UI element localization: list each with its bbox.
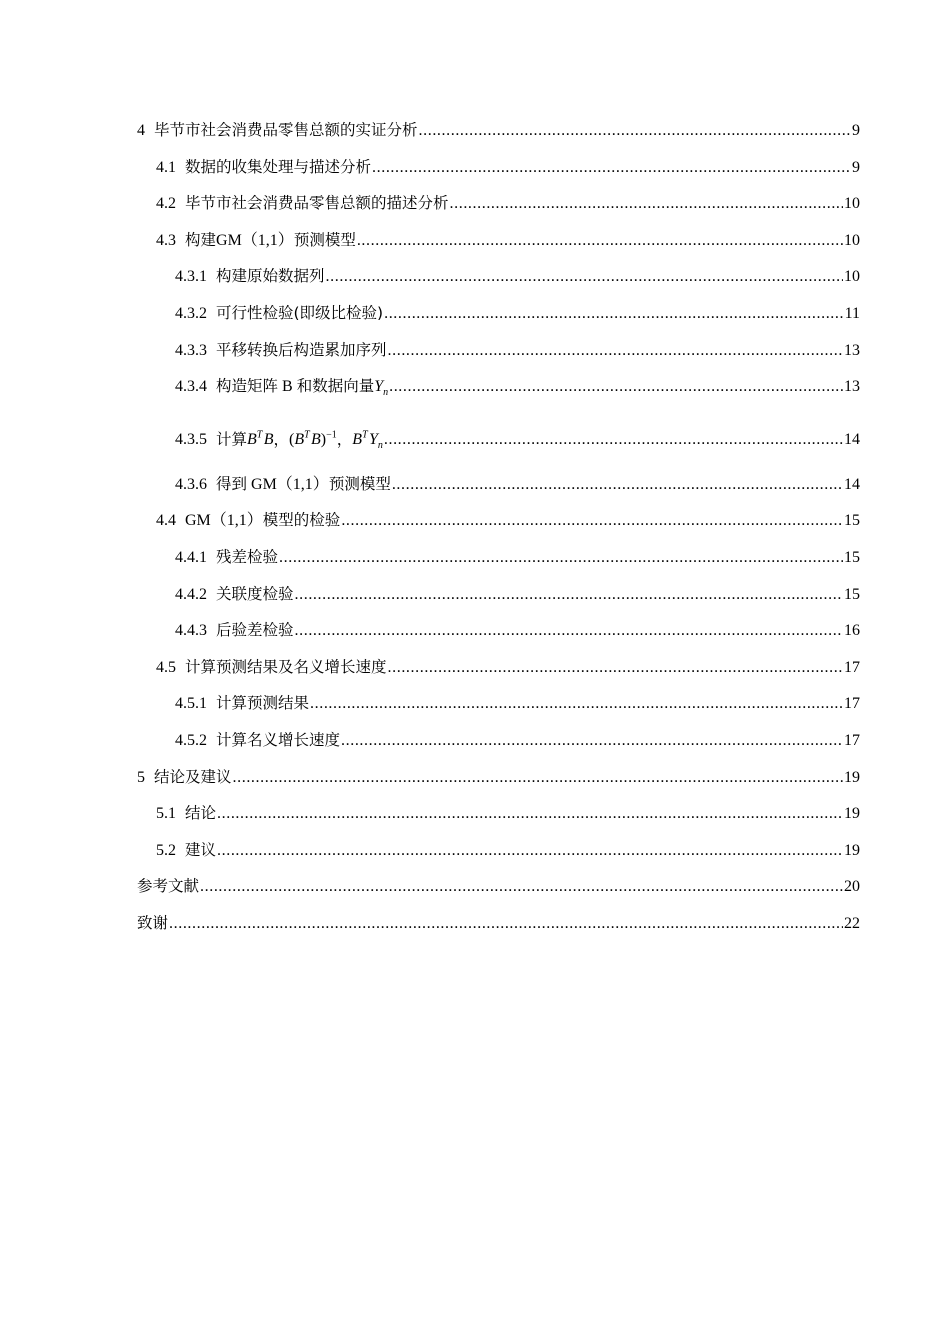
dot-leader xyxy=(341,723,843,760)
toc-title-model: GM（1,1） xyxy=(247,475,329,493)
toc-entry-4-3-1[interactable] xyxy=(137,258,860,295)
toc-page-number: 14 xyxy=(844,475,860,493)
dot-leader xyxy=(341,503,843,540)
toc-page-number: 19 xyxy=(844,805,860,823)
toc-title: 计算预测结果及名义增长速度 xyxy=(185,657,387,676)
toc-page-number: 15 xyxy=(844,585,860,603)
toc-page-number: 10 xyxy=(844,195,860,213)
toc-entry-5[interactable] xyxy=(137,759,860,796)
toc-page-number: 9 xyxy=(852,122,860,139)
toc-page-number: 15 xyxy=(844,512,860,530)
math-btb: $B^T$ B xyxy=(247,429,274,449)
dot-leader xyxy=(295,613,843,650)
toc-title: 参考文献 xyxy=(137,877,200,896)
toc-number: 4.4.1 xyxy=(175,548,207,566)
dot-leader xyxy=(384,296,843,333)
toc-page-number: 11 xyxy=(844,304,860,322)
toc-number: 4.1 xyxy=(156,158,176,176)
toc-number: 4 xyxy=(137,122,145,139)
toc-entry-4-2[interactable] xyxy=(137,185,860,222)
dot-leader xyxy=(450,186,843,223)
toc-entry-4-5-1[interactable] xyxy=(137,685,860,722)
toc-title: 建议 xyxy=(185,840,217,859)
toc-page-number: 17 xyxy=(844,731,860,749)
toc-title: 计算预测结果 xyxy=(216,694,310,713)
toc-page-number: 20 xyxy=(844,878,860,896)
toc-title xyxy=(185,222,356,260)
toc-number: 4.5.1 xyxy=(175,695,207,713)
toc-entry-4-4-1[interactable] xyxy=(137,539,860,576)
toc-entry-4[interactable] xyxy=(137,112,860,149)
toc-title: 构建原始数据列 xyxy=(216,267,325,286)
toc-title: 结论 xyxy=(185,804,217,823)
toc-entry-4-4[interactable] xyxy=(137,502,860,539)
toc-title: 关联度检验 xyxy=(216,584,294,603)
math-separator: ， xyxy=(273,430,289,449)
toc-title-suffix: 和数据向量 xyxy=(296,377,375,396)
toc-page-number: 19 xyxy=(844,841,860,859)
toc-page-number: 22 xyxy=(844,914,860,932)
toc-number: 4.4 xyxy=(156,512,176,530)
toc-entry-4-3[interactable] xyxy=(137,222,860,259)
toc-title: 毕节市社会消费品零售总额的描述分析 xyxy=(185,194,449,213)
dot-leader xyxy=(217,833,843,870)
dot-leader xyxy=(169,906,843,943)
toc-title: 毕节市社会消费品零售总额的实证分析 xyxy=(154,121,418,139)
toc-title xyxy=(216,466,391,504)
toc-page-number: 17 xyxy=(844,658,860,676)
toc-entry-4-3-3[interactable] xyxy=(137,332,860,369)
toc-number: 4.3.1 xyxy=(175,268,207,286)
toc-entry-4-5[interactable] xyxy=(137,649,860,686)
math-subscript: n xyxy=(383,387,389,399)
toc-entry-5-2[interactable] xyxy=(137,832,860,869)
toc-title: 数据的收集处理与描述分析 xyxy=(185,157,372,176)
toc-title-suffix: 预测模型 xyxy=(293,230,356,249)
dot-leader xyxy=(419,113,851,150)
toc-number: 5 xyxy=(137,768,145,786)
toc-number: 4.5.2 xyxy=(175,731,207,749)
toc-title: 残差检验 xyxy=(216,547,279,566)
toc-title: 后验差检验 xyxy=(216,621,294,640)
toc-title-suffix: 模型的检验 xyxy=(262,511,341,530)
toc-number: 4.4.2 xyxy=(175,585,207,603)
toc-entry-4-3-5[interactable] xyxy=(137,405,860,466)
toc-number: 4.5 xyxy=(156,658,176,676)
toc-page-number: 13 xyxy=(844,378,860,396)
dot-leader xyxy=(357,223,843,260)
toc-entry-4-3-2[interactable] xyxy=(137,295,860,332)
toc-number: 4.3.2 xyxy=(175,304,207,322)
toc-number: 4.3.4 xyxy=(175,378,207,396)
toc-number: 4.3.5 xyxy=(175,431,207,449)
toc-entry-4-5-2[interactable] xyxy=(137,722,860,759)
toc-title-model: GM（1,1） xyxy=(185,512,263,530)
toc-title-prefix: 得到 xyxy=(216,474,248,493)
dot-leader xyxy=(384,409,843,470)
toc-number: 4.3.3 xyxy=(175,341,207,359)
toc-number: 4.4.3 xyxy=(175,622,207,640)
dot-leader xyxy=(217,796,843,833)
dot-leader xyxy=(326,259,843,296)
toc-title-model: GM（1,1） xyxy=(216,231,294,249)
dot-leader xyxy=(388,650,843,687)
toc-page-number: 16 xyxy=(844,622,860,640)
toc-title: 致谢 xyxy=(137,913,169,932)
toc-number: 5.2 xyxy=(156,841,176,859)
toc-entry-4-3-6[interactable] xyxy=(137,466,860,503)
toc-title-matrix: B xyxy=(278,378,297,396)
math-var: Y xyxy=(374,378,384,396)
toc-entry-4-4-3[interactable] xyxy=(137,612,860,649)
toc-entry-4-3-4[interactable] xyxy=(137,368,860,405)
dot-leader xyxy=(295,577,843,614)
toc-title: 可行性检验(即级比检验) xyxy=(216,303,384,322)
toc-entry-references[interactable] xyxy=(137,868,860,905)
toc-page-number: 19 xyxy=(844,768,860,786)
toc-entry-acknowledgements[interactable] xyxy=(137,905,860,942)
toc-page-number: 10 xyxy=(844,268,860,286)
toc-page-number: 17 xyxy=(844,695,860,713)
toc-title-prefix: 构建 xyxy=(185,230,217,249)
table-of-contents xyxy=(137,112,860,941)
math-vector-yn xyxy=(374,378,389,399)
toc-number: 4.2 xyxy=(156,195,176,213)
math-separator: ， xyxy=(336,430,353,449)
dot-leader xyxy=(392,467,843,504)
toc-number: 4.3.6 xyxy=(175,475,207,493)
toc-page-number: 10 xyxy=(844,231,860,249)
toc-page-number: 13 xyxy=(844,341,860,359)
toc-title: 计算名义增长速度 xyxy=(216,730,341,749)
toc-page-number: 9 xyxy=(852,158,860,176)
toc-title: 平移转换后构造累加序列 xyxy=(216,340,387,359)
toc-page-number: 14 xyxy=(844,431,860,449)
toc-entry-4-1[interactable] xyxy=(137,149,860,186)
toc-title: 结论及建议 xyxy=(154,767,232,786)
dot-leader xyxy=(279,540,843,577)
dot-leader xyxy=(200,869,843,906)
toc-number: 4.3 xyxy=(156,231,176,249)
toc-title-suffix: 预测模型 xyxy=(328,474,391,493)
math-btb-inverse: ($B^T$ B)$^{-1}$ xyxy=(289,429,337,449)
dot-leader xyxy=(388,333,843,370)
toc-entry-5-1[interactable] xyxy=(137,795,860,832)
toc-entry-4-4-2[interactable] xyxy=(137,576,860,613)
toc-title-prefix: 构造矩阵 xyxy=(216,377,279,396)
toc-number: 5.1 xyxy=(156,805,176,823)
toc-page-number: 15 xyxy=(844,548,860,566)
math-bt-yn: $B^T$ $Y_n$ xyxy=(352,429,383,452)
toc-title-prefix: 计算 xyxy=(216,430,248,449)
dot-leader xyxy=(233,760,843,797)
dot-leader xyxy=(310,686,843,723)
dot-leader xyxy=(389,369,843,406)
dot-leader xyxy=(372,150,851,187)
toc-title xyxy=(185,502,340,540)
